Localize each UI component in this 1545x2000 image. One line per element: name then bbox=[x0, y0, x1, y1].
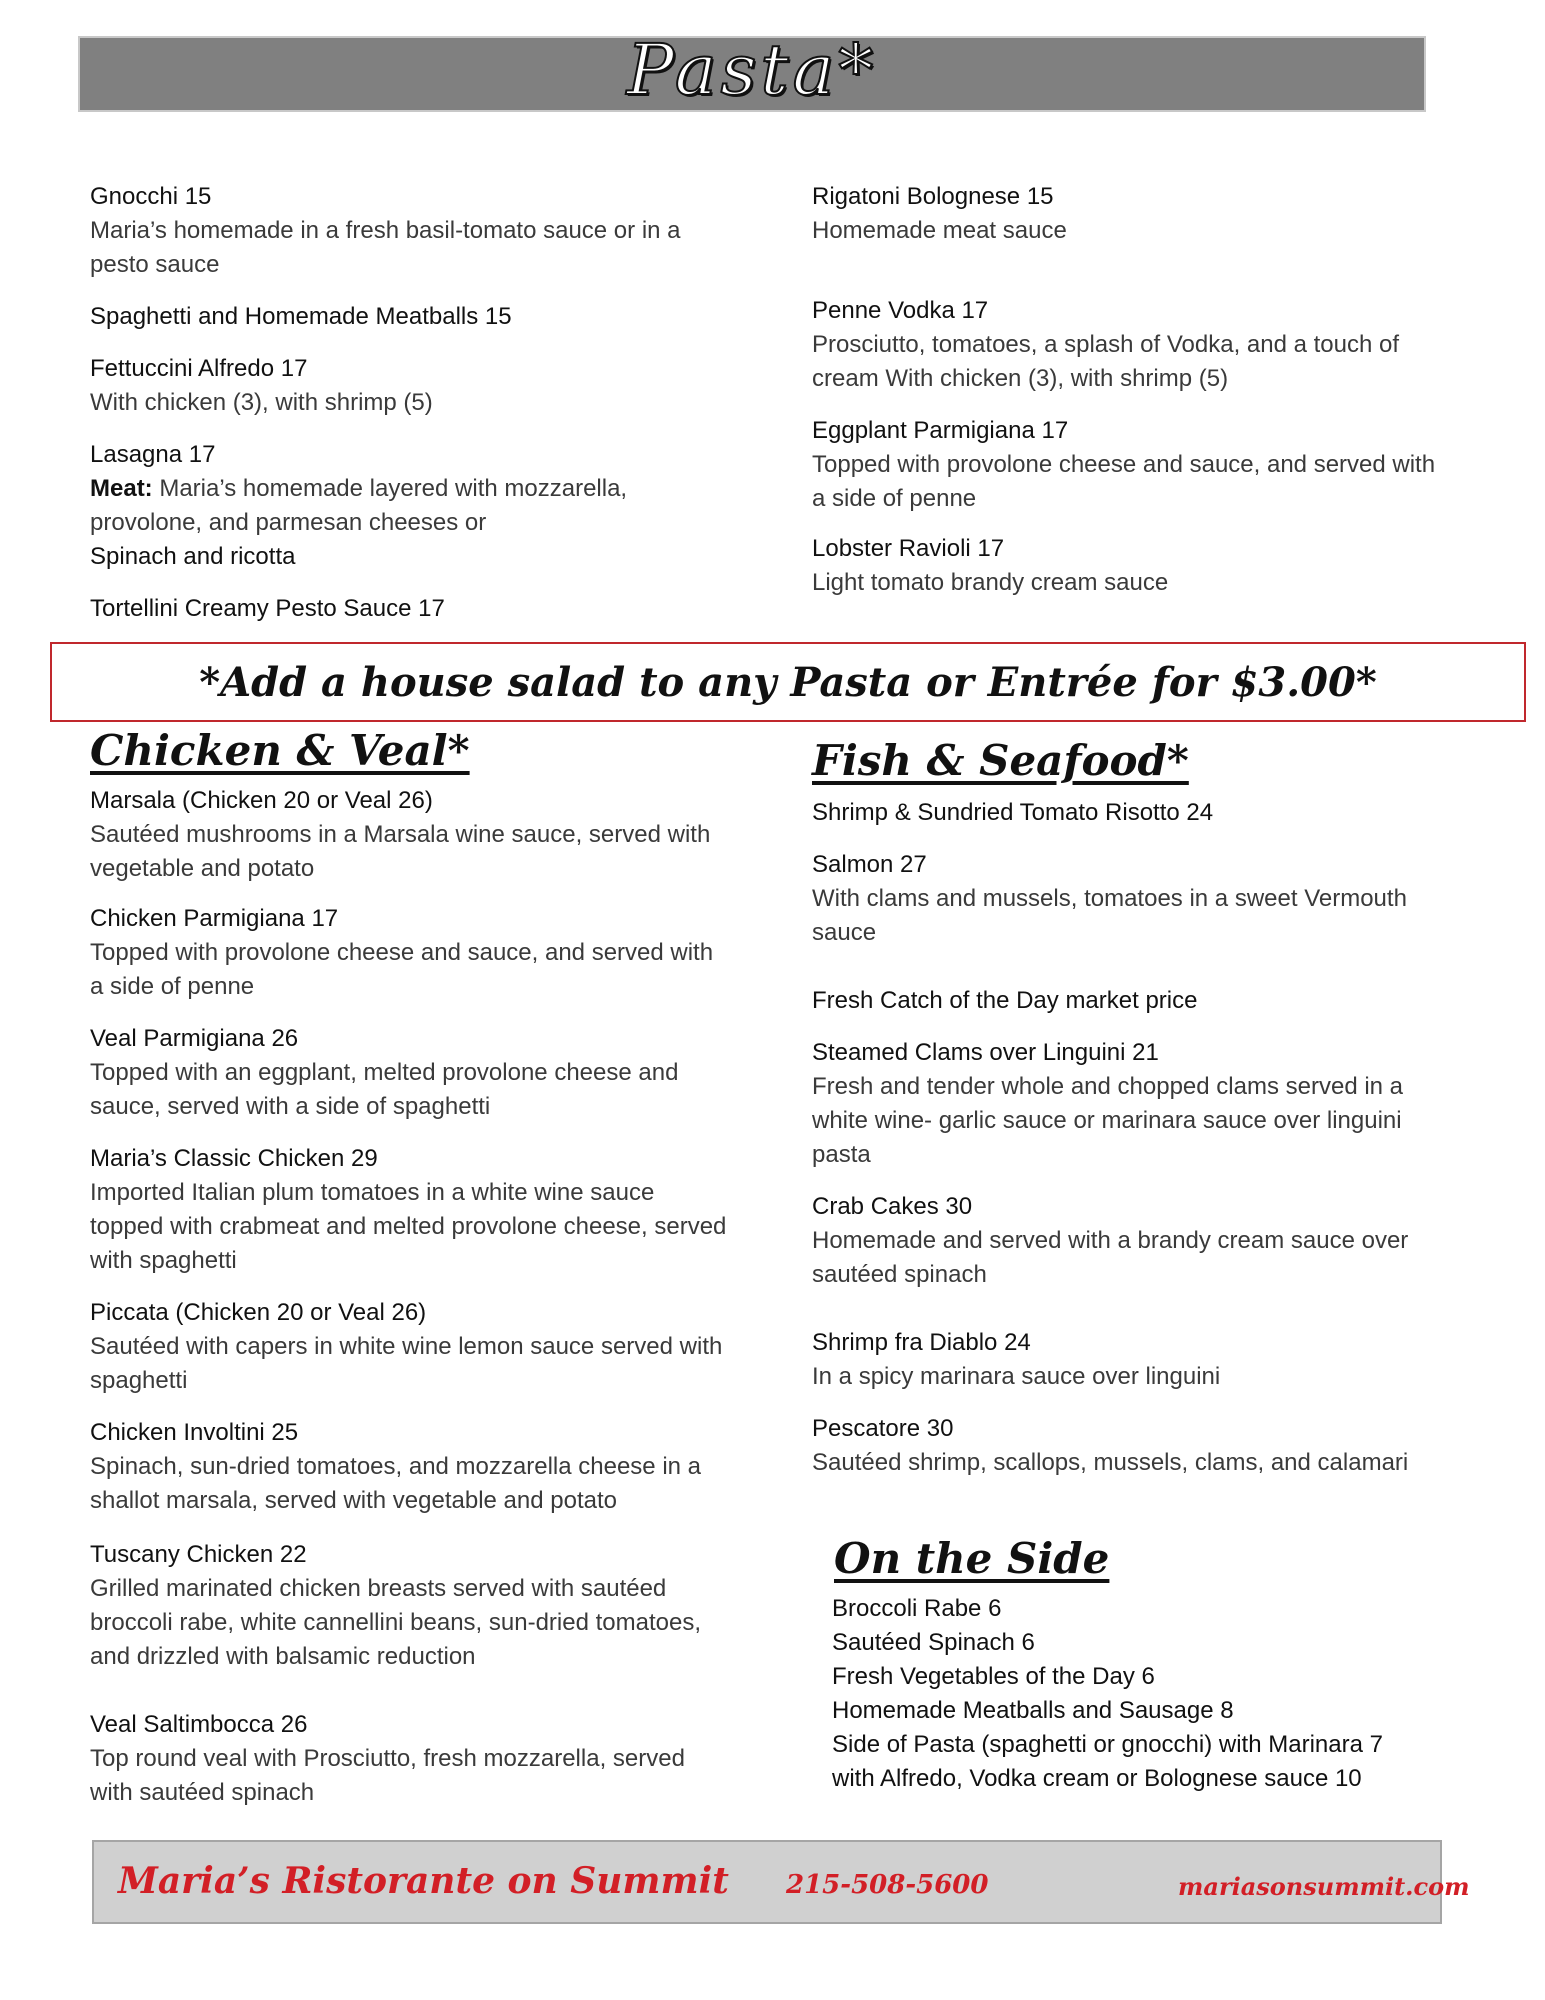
item-desc: In a spicy marinara sauce over linguini bbox=[812, 1363, 1221, 1390]
side-item: Fresh Vegetables of the Day 6 bbox=[832, 1663, 1155, 1690]
item-name: Fresh Catch of the Day market price bbox=[812, 987, 1198, 1014]
item-name: Chicken Parmigiana 17 bbox=[90, 905, 339, 932]
item-name: Shrimp & Sundried Tomato Risotto 24 bbox=[812, 799, 1214, 826]
item-name: Spaghetti and Homemade Meatballs 15 bbox=[90, 303, 512, 330]
menu-item-piccata bbox=[90, 1296, 730, 1398]
item-desc: Sautéed shrimp, scallops, mussels, clams, and calamari bbox=[812, 1449, 1409, 1476]
item-name: Veal Saltimbocca 26 bbox=[90, 1711, 308, 1738]
item-name: Salmon 27 bbox=[812, 851, 927, 878]
meat-label: Meat: bbox=[90, 475, 153, 502]
menu-item-lasagna bbox=[90, 438, 730, 574]
item-desc: Topped with an eggplant, melted provolone cheese and sauce, served with a side of spaghetti bbox=[90, 1059, 679, 1120]
item-name: Pescatore 30 bbox=[812, 1415, 954, 1442]
side-item: with Alfredo, Vodka cream or Bolognese sauce 10 bbox=[832, 1765, 1362, 1792]
pasta-header-banner bbox=[78, 29, 1426, 112]
menu-item-spaghetti-meatballs bbox=[90, 300, 730, 334]
menu-item-veal-saltimbocca bbox=[90, 1708, 730, 1810]
item-name: Chicken Involtini 25 bbox=[90, 1419, 299, 1446]
item-name: Steamed Clams over Linguini 21 bbox=[812, 1039, 1159, 1066]
item-name: Shrimp fra Diablo 24 bbox=[812, 1329, 1031, 1356]
menu-item-shrimp-fra-diablo bbox=[812, 1326, 1452, 1394]
side-item: Homemade Meatballs and Sausage 8 bbox=[832, 1697, 1234, 1724]
side-item: Side of Pasta (spaghetti or gnocchi) with Marinara 7 bbox=[832, 1731, 1383, 1758]
item-name: Veal Parmigiana 26 bbox=[90, 1025, 299, 1052]
item-name: Lasagna 17 bbox=[90, 441, 216, 468]
item-name: Tortellini Creamy Pesto Sauce 17 bbox=[90, 595, 445, 622]
menu-item-chicken-parmigiana bbox=[90, 902, 730, 1004]
menu-item-pescatore bbox=[812, 1412, 1452, 1480]
salad-note: *Add a house salad to any Pasta or Entrée for $3.00* bbox=[199, 658, 1377, 706]
menu-item-salmon bbox=[812, 848, 1452, 950]
item-desc: Imported Italian plum tomatoes in a white wine sauce topped with crabmeat and melted provolone cheese, served with spaghetti bbox=[90, 1179, 727, 1274]
menu-item-lobster-ravioli bbox=[812, 532, 1452, 600]
item-name: Eggplant Parmigiana 17 bbox=[812, 417, 1069, 444]
item-name: Rigatoni Bolognese 15 bbox=[812, 183, 1054, 210]
item-desc: Topped with provolone cheese and sauce, and served with a side of penne bbox=[90, 939, 714, 1000]
item-desc: Spinach, sun-dried tomatoes, and mozzarella cheese in a shallot marsala, served with vegetable and potato bbox=[90, 1453, 702, 1514]
phone-number: 215-508-5600 bbox=[786, 1870, 989, 1900]
item-desc: Grilled marinated chicken breasts served with sautéed broccoli rabe, white cannellini beans, sun-dried tomatoes, and drizzled with balsamic reduction bbox=[90, 1575, 702, 1670]
item-desc: Homemade and served with a brandy cream sauce over sautéed spinach bbox=[812, 1227, 1409, 1288]
menu-item-veal-parmigiana bbox=[90, 1022, 730, 1124]
item-desc: Homemade meat sauce bbox=[812, 217, 1067, 244]
item-desc: Top round veal with Prosciutto, fresh mozzarella, served with sautéed spinach bbox=[90, 1745, 685, 1806]
item-name: Piccata (Chicken 20 or Veal 26) bbox=[90, 1299, 427, 1326]
item-name: Gnocchi 15 bbox=[90, 183, 212, 210]
menu-item-tuscany-chicken bbox=[90, 1538, 730, 1674]
item-desc: With chicken (3), with shrimp (5) bbox=[90, 389, 433, 416]
menu-item-gnocchi bbox=[90, 180, 730, 282]
menu-item-marias-classic-chicken bbox=[90, 1142, 730, 1278]
item-desc: Light tomato brandy cream sauce bbox=[812, 569, 1169, 596]
footer-bar bbox=[92, 1840, 1470, 1924]
item-desc: Fresh and tender whole and chopped clams served in a white wine- garlic sauce or marinara sauce over linguini pasta bbox=[812, 1073, 1404, 1168]
item-desc: Topped with provolone cheese and sauce, and served with a side of penne bbox=[812, 451, 1436, 512]
menu-item-rigatoni bbox=[812, 180, 1452, 248]
menu-item-crab-cakes bbox=[812, 1190, 1452, 1292]
item-desc: Sautéed with capers in white wine lemon sauce served with spaghetti bbox=[90, 1333, 723, 1394]
item-extra: Spinach and ricotta bbox=[90, 543, 296, 570]
pasta-title: Pasta* bbox=[626, 29, 878, 111]
menu-item-marsala bbox=[90, 784, 730, 886]
item-name: Fettuccini Alfredo 17 bbox=[90, 355, 308, 382]
item-name: Penne Vodka 17 bbox=[812, 297, 989, 324]
item-desc: Maria’s homemade in a fresh basil-tomato sauce or in a pesto sauce bbox=[90, 217, 681, 278]
item-name: Crab Cakes 30 bbox=[812, 1193, 973, 1220]
section-title-fish-seafood: Fish & Seafood* bbox=[812, 736, 1189, 785]
item-name: Maria’s Classic Chicken 29 bbox=[90, 1145, 378, 1172]
side-item: Sautéed Spinach 6 bbox=[832, 1629, 1035, 1656]
item-desc: With clams and mussels, tomatoes in a sweet Vermouth sauce bbox=[812, 885, 1407, 946]
menu-item-steamed-clams bbox=[812, 1036, 1452, 1172]
website-link[interactable]: mariasonsummit.com bbox=[1178, 1872, 1470, 1901]
menu-item-penne-vodka bbox=[812, 294, 1452, 396]
menu-item-fresh-catch bbox=[812, 984, 1452, 1018]
section-title-on-the-side: On the Side bbox=[834, 1534, 1110, 1583]
section-title-chicken-veal: Chicken & Veal* bbox=[90, 726, 470, 775]
item-name: Marsala (Chicken 20 or Veal 26) bbox=[90, 787, 433, 814]
menu-item-tortellini bbox=[90, 592, 730, 626]
item-name: Lobster Ravioli 17 bbox=[812, 535, 1005, 562]
menu-item-shrimp-risotto bbox=[812, 796, 1452, 830]
side-item: Broccoli Rabe 6 bbox=[832, 1595, 1002, 1622]
item-desc: Prosciutto, tomatoes, a splash of Vodka, and a touch of cream With chicken (3), with shrimp (5) bbox=[812, 331, 1400, 392]
side-items-list bbox=[832, 1592, 1452, 1796]
menu-item-fettuccini bbox=[90, 352, 730, 420]
item-desc bbox=[90, 472, 730, 540]
lasagna-desc: Maria’s homemade layered with mozzarella, provolone, and parmesan cheeses or bbox=[90, 475, 628, 536]
item-name: Tuscany Chicken 22 bbox=[90, 1541, 307, 1568]
menu-item-eggplant bbox=[812, 414, 1452, 516]
restaurant-name: Maria’s Ristorante on Summit bbox=[118, 1860, 729, 1902]
salad-note-box bbox=[50, 642, 1526, 722]
menu-item-chicken-involtini bbox=[90, 1416, 730, 1518]
item-desc: Sautéed mushrooms in a Marsala wine sauce, served with vegetable and potato bbox=[90, 821, 711, 882]
